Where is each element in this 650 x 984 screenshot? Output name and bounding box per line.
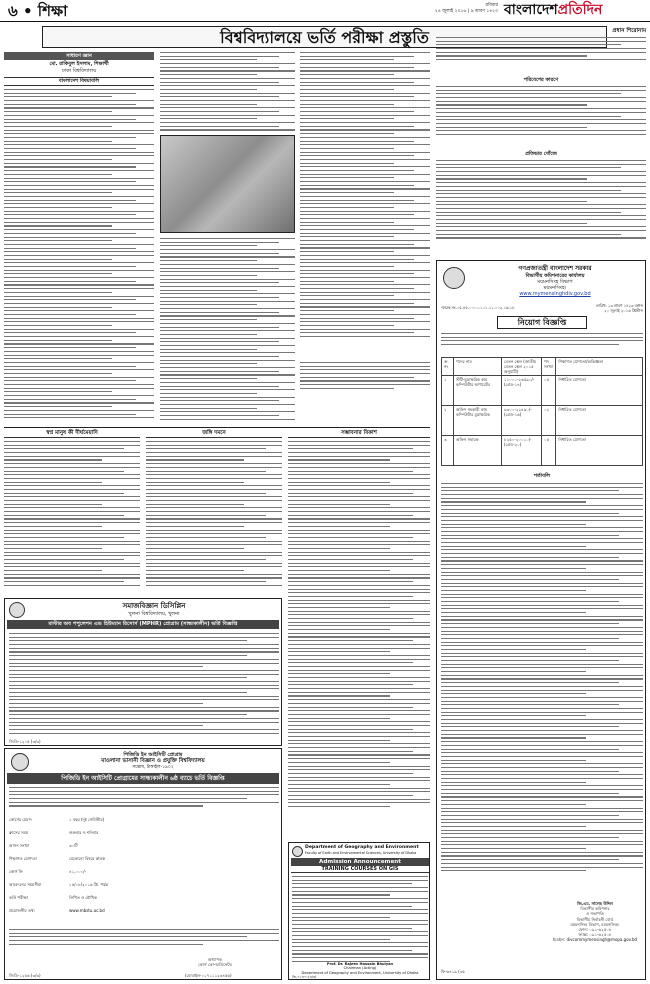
pgd-field-6: ভর্তি পরীক্ষা bbox=[9, 895, 28, 900]
ad-social-subtitle: খুলনা বিশ্ববিদ্যালয়, খুলনা bbox=[128, 611, 180, 617]
ad-social-science bbox=[4, 598, 282, 746]
author-org: ঢাকা বিশ্ববিদ্যালয় bbox=[61, 68, 97, 74]
pgd-footer-left: জিডি-১২৫৬ (৩/৩) bbox=[9, 973, 41, 978]
du-signer-title: Chairman (Acting) bbox=[343, 966, 377, 971]
ad-du-geography bbox=[288, 842, 430, 980]
ad-social-bar: মাস্টার অব পপুলেশন এন্ড হিউম্যান রিসোর্স (MPHR) প্রোগ্রাম (সান্ধ্যকালীন) ভর্তি বিজ্ঞপ্তি bbox=[7, 620, 279, 629]
article-2 bbox=[146, 430, 282, 595]
pgd-value-7: www.mbstu.ac.bd bbox=[69, 908, 105, 913]
date-block bbox=[430, 3, 498, 15]
cell: ২ bbox=[442, 406, 454, 436]
cell: নির্ধারিত যোগ্যতা bbox=[556, 376, 643, 406]
job-table-header bbox=[442, 358, 643, 376]
page-header bbox=[0, 0, 650, 22]
table-row bbox=[442, 406, 643, 436]
gov-line4: ময়মনসিংহ। bbox=[543, 285, 567, 291]
cell: ৩ bbox=[442, 436, 454, 466]
cell: অফিস সহায়ক bbox=[454, 436, 502, 466]
pgd-value-0: ১ বছর (দুই সেমিস্টার) bbox=[69, 817, 105, 822]
signer-title4: ময়মনসিংহ বিভাগ, ময়মনসিংহ। bbox=[570, 921, 620, 927]
pgd-signer-name: অধ্যাপক bbox=[207, 957, 223, 962]
right-news-title: প্রধান শিরোনাম bbox=[612, 28, 646, 34]
pgd-value-6: লিখিত ও মৌখিক bbox=[69, 895, 97, 900]
cell: ০৫ bbox=[542, 376, 556, 406]
section-header: সাধারণ জ্ঞান bbox=[4, 52, 154, 60]
signer-title1: বিভাগীয় কমিশনার bbox=[580, 906, 610, 912]
signer-name: জি.এম. সালেহ উদ্দিন bbox=[577, 901, 613, 906]
article-3-title: সম্ভাবনার বিকাশ bbox=[288, 430, 430, 438]
pgd-field-7: প্রয়োজনীয় তথ্য bbox=[9, 908, 35, 913]
topic-heading: বাংলাদেশ বিষয়াবলি bbox=[4, 77, 154, 86]
table-row bbox=[442, 436, 643, 466]
mbstu-logo bbox=[11, 753, 29, 771]
cell: নির্ধারিত যোগ্যতা bbox=[556, 406, 643, 436]
logo-accent: প্রতিদিন bbox=[557, 2, 603, 18]
gov-memo: স্মারক নং-০৫.৪৫.০০০০.১০১.১১.০০২.১৬-১৮ bbox=[441, 305, 515, 310]
right-news bbox=[436, 28, 646, 258]
gov-line1: গণপ্রজাতন্ত্রী বাংলাদেশ সরকার bbox=[518, 265, 592, 272]
gov-signoff bbox=[547, 901, 643, 943]
center-right-list bbox=[300, 52, 430, 352]
center-bottom-list bbox=[160, 238, 295, 423]
article-3 bbox=[288, 430, 430, 840]
divider bbox=[4, 427, 430, 428]
pgd-value-4: ৪১,০০০/- bbox=[69, 869, 87, 874]
pgd-field-1: ক্লাসের সময় bbox=[9, 830, 29, 835]
th-post: পদের নাম bbox=[454, 358, 502, 376]
signer-title3: বিভাগীয় নির্বাচনী বোর্ড bbox=[576, 916, 614, 922]
job-table bbox=[441, 357, 643, 466]
pgd-value-2: ৩০টি bbox=[69, 843, 78, 848]
cell: ১১০০০-২৬৫৯০/- (গ্রেড-১৪) bbox=[502, 376, 542, 406]
ad-social-footer: জিডি-১২০৫ (৩/৩) bbox=[9, 739, 41, 744]
gov-footer: ফি-৬৪১৯ (৩৫ bbox=[441, 969, 465, 974]
gov-heading bbox=[467, 265, 643, 298]
pgd-footer-right: (মোবাইল-০১৭১১১২৩৪৫৬) bbox=[185, 973, 232, 978]
signer-fax: ফ্যাক্স: ০৯১-৬২৫০৮ bbox=[578, 932, 612, 938]
du-logo bbox=[292, 846, 303, 857]
gov-line2: বিভাগীয় কমিশনারের কার্যালয় bbox=[525, 273, 585, 279]
gov-headline: নিয়োগ বিজ্ঞপ্তি bbox=[497, 316, 587, 329]
article-1-title: স্বপ্ন মানুষ কী দীর্ঘমেয়াদি bbox=[4, 430, 140, 438]
center-right-column bbox=[300, 52, 430, 422]
article-1 bbox=[4, 430, 140, 595]
right-news-sub2: প্রতিভার খোঁজে bbox=[525, 151, 557, 157]
pgd-field-2: আসন সংখ্যা bbox=[9, 843, 30, 848]
cell: ০৫ bbox=[542, 436, 556, 466]
ad-pgd-ict bbox=[4, 748, 282, 980]
answer-key bbox=[300, 362, 430, 417]
pgd-org: মাওলানা ভাসানী বিজ্ঞান ও প্রযুক্তি বিশ্ববিদ্যালয় bbox=[101, 758, 205, 764]
banner-title: বিশ্ববিদ্যালয়ে ভর্তি পরীক্ষা প্রস্তুতি bbox=[220, 28, 429, 47]
du-signoff bbox=[292, 962, 428, 975]
question-list bbox=[4, 89, 154, 419]
pgd-field-0: কোর্সের মেয়াদ bbox=[9, 817, 32, 822]
th-qualification: শিক্ষাগত যোগ্যতা/অভিজ্ঞতা bbox=[556, 358, 643, 376]
gov-date bbox=[557, 303, 643, 313]
du-bar2: TRAINING COURSES ON GIS bbox=[291, 866, 429, 873]
gov-seal bbox=[443, 267, 465, 289]
newspaper-logo bbox=[504, 1, 602, 19]
th-scale: বেতন স্কেল (জাতীয় বেতন স্কেল ২০১৫ অনুযায়ী) bbox=[502, 358, 542, 376]
cell: অফিস সহকারী কাম কম্পিউটার মুদ্রাক্ষরিক bbox=[454, 406, 502, 436]
gov-date-en: ২০ জুলাই ২০১৬ খ্রিস্টাব্দ bbox=[604, 308, 643, 313]
cell: ১ bbox=[442, 376, 454, 406]
pgd-field-list bbox=[9, 817, 279, 925]
pgd-org2: সন্তোষ, টাঙ্গাইল-১৯০২ bbox=[132, 765, 174, 770]
gov-recruitment-notice bbox=[436, 260, 646, 980]
pgd-label: পিজিডি ইন আইসিটি প্রোগ্রাম bbox=[123, 752, 183, 758]
ad-social-title: সমাজবিজ্ঞান ডিসিপ্লিন bbox=[122, 602, 186, 610]
conditions-list bbox=[441, 483, 643, 893]
logo-main: বাংলাদেশ bbox=[504, 2, 558, 18]
du-title: Department of Geography and Environment bbox=[305, 845, 419, 850]
gov-line3: ময়মনসিংহ বিভাগ bbox=[537, 279, 573, 285]
pgd-bar: পিজিডি ইন আইসিটি প্রোগ্রামের সান্ধ্যকালীন ৬ষ্ঠ ব্যাচে ভর্তি বিজ্ঞপ্তি bbox=[7, 773, 279, 784]
pgd-value-5: ১৫/০৮/২০১৬ খ্রি. পর্যন্ত bbox=[69, 882, 109, 887]
conditions-title: শর্তাবলি bbox=[533, 473, 551, 479]
du-subtitle: Faculty of Earth and Environmental Sciences, University of Dhaka bbox=[305, 851, 417, 855]
pgd-signer bbox=[155, 957, 275, 967]
du-signer-org: Department of Geography and Environment, University of Dhaka bbox=[301, 970, 419, 975]
cell: স্টাঁট-মুদ্রাক্ষরিক কাম কম্পিউটার অপারেটর bbox=[454, 376, 502, 406]
news-photo bbox=[160, 135, 295, 233]
page-label: ৬ • শিক্ষা bbox=[8, 2, 68, 20]
cell: নির্ধারিত যোগ্যতা bbox=[556, 436, 643, 466]
pgd-value-3: যেকোনো বিষয়ে স্নাতক bbox=[69, 856, 106, 861]
pgd-value-1: শুক্রবার ও শনিবার bbox=[69, 830, 99, 835]
signer-phone: ফোন: ০৯১-৬২৫০৮ bbox=[578, 927, 612, 933]
gov-date-bn: তারিখ: ১৩ শ্রাবণ ১৪২৩ বঙ্গাব্দ bbox=[595, 303, 643, 308]
pgd-field-5: আবেদনের সময়সীমা bbox=[9, 882, 42, 887]
pgd-field-3: শিক্ষাগত যোগ্যতা bbox=[9, 856, 37, 861]
du-signer: Prof. Dr. Rajeev Hossain Bhuiyan bbox=[326, 962, 394, 966]
day-label: রবিবার bbox=[485, 3, 498, 8]
th-count: পদ সংখ্যা bbox=[542, 358, 556, 376]
du-footer: জি-৭১৩০১(৩/৩) bbox=[292, 975, 317, 979]
signer-email: ইমেইল: divcommymensingh@mopa.gov.bd bbox=[552, 937, 638, 943]
signer-title2: ও সভাপতি bbox=[586, 911, 604, 917]
du-bar1: Admission Announcement bbox=[291, 858, 429, 866]
cell: ৮২৫০-২০০১০/- (গ্রেড-২০) bbox=[502, 436, 542, 466]
right-news-sub1: পরিবেশের কারণে bbox=[523, 77, 559, 83]
left-column bbox=[4, 52, 154, 422]
article-2-title: জঙ্গি দমনে bbox=[146, 430, 282, 438]
th-serial: ক্র. নং bbox=[442, 358, 454, 376]
university-logo bbox=[9, 602, 25, 618]
cell: ৯৩০০-২২৪৯০/- (গ্রেড-১৬) bbox=[502, 406, 542, 436]
pgd-field-4: কোর্স ফি bbox=[9, 869, 23, 874]
pgd-signer-title: কোর্স কো-অর্ডিনেটর bbox=[198, 962, 232, 967]
cell: ০২ bbox=[542, 406, 556, 436]
center-top-list bbox=[160, 52, 295, 132]
date-label: ২৪ জুলাই ২০১৬ | ৯ শ্রাবণ ১৪২৩ bbox=[434, 9, 498, 14]
table-row bbox=[442, 376, 643, 406]
gov-website-link[interactable]: www.mymensinghdiv.gov.bd bbox=[519, 291, 591, 297]
author-name: মো. রাকিবুল ইসলাম, শিক্ষার্থী bbox=[49, 61, 109, 67]
